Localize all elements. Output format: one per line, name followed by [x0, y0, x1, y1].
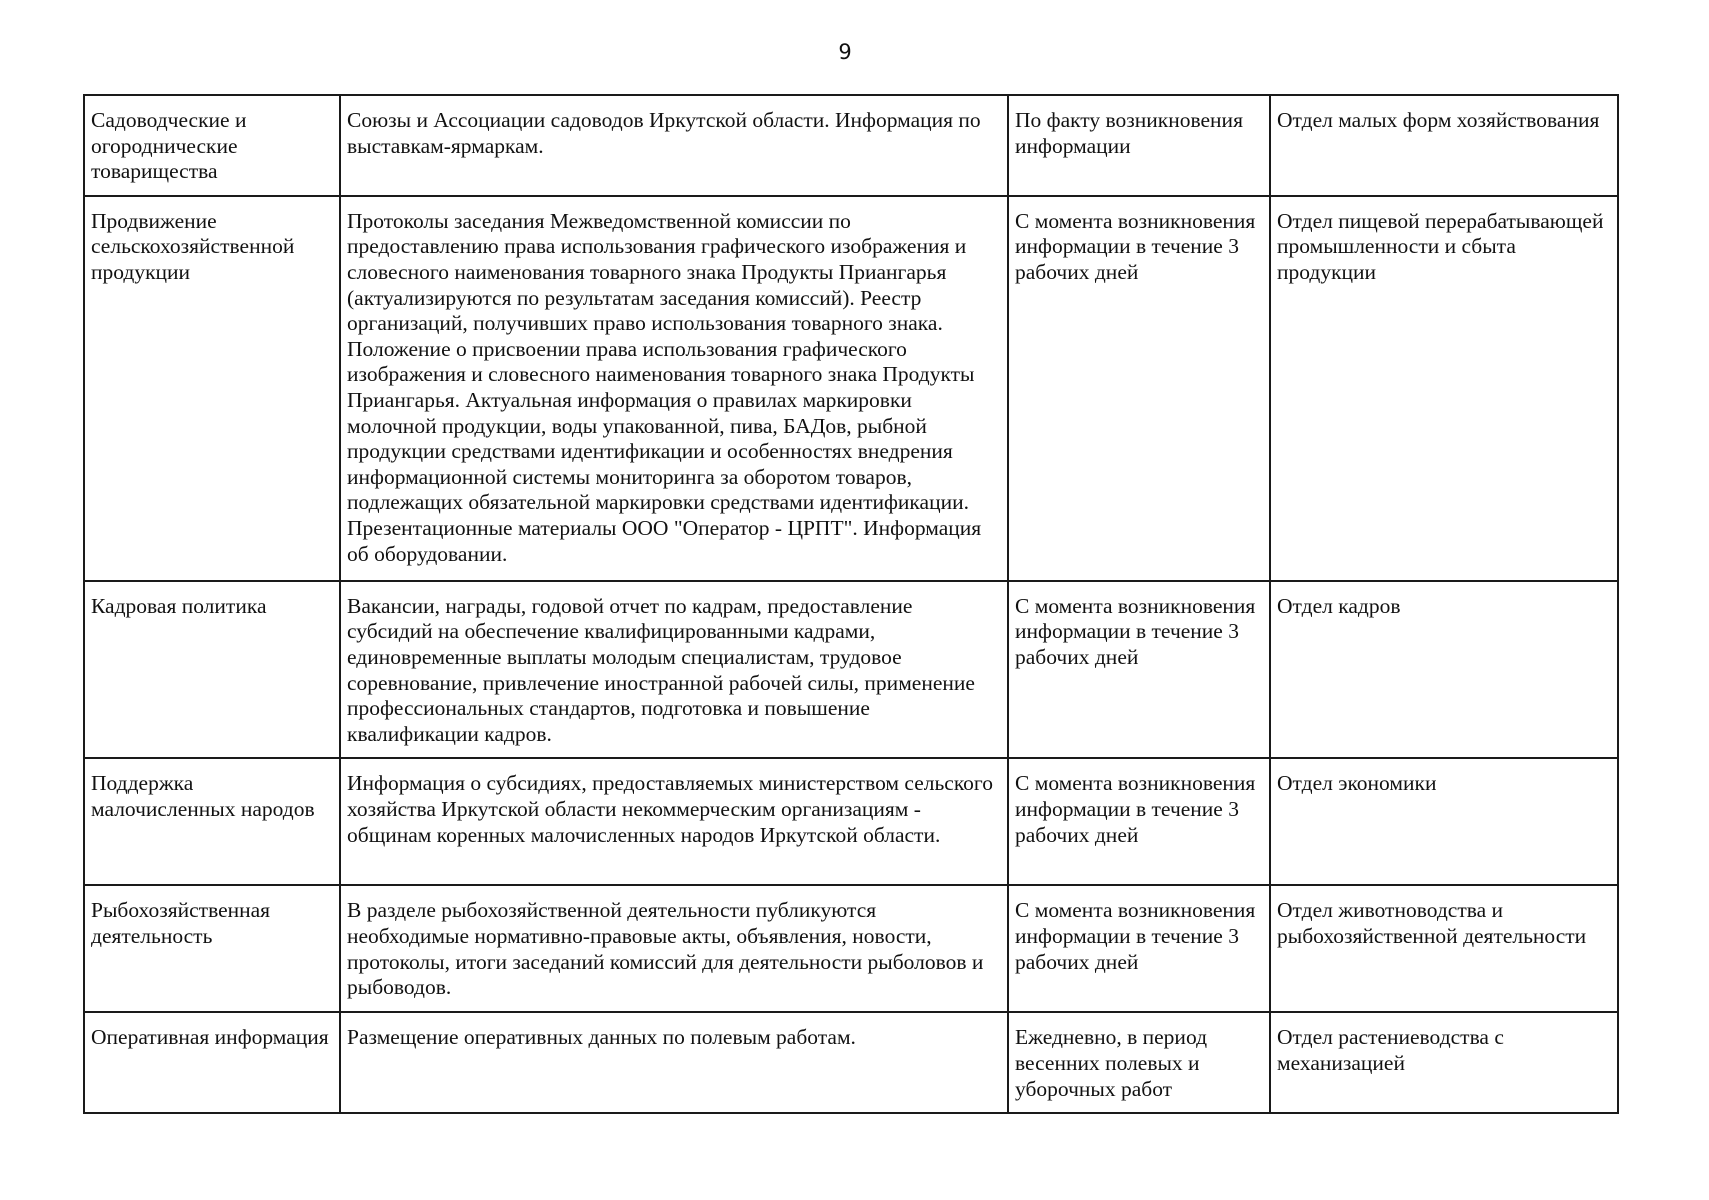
- period-cell: [1008, 1012, 1270, 1113]
- topic-cell: [84, 885, 340, 1012]
- period-text: Ежедневно, в период весенних полевых и уборочных работ: [1015, 1025, 1208, 1101]
- table-row: [84, 581, 1618, 759]
- topic-text: Продвижение сельскохозяйственной продукции: [91, 208, 295, 284]
- content-text: В разделе рыбохозяйственной деятельности публикуются необходимые нормативно-правовые акты, объявления, новости, протоколы, итоги заседаний комиссий для деятельности рыболовов и рыбоводов.: [347, 898, 984, 1000]
- period-text: С момента возникновения информации в течение 3 рабочих дней: [1015, 208, 1256, 284]
- content-cell: [340, 196, 1008, 581]
- department-cell: [1270, 885, 1618, 1012]
- content-text: Протоколы заседания Межведомственной комиссии по предоставлению права использования графического изображения и словесного наименования товарного знака Продукты Приангарья (актуализируются по результатам заседания комиссий). Реестр организаций, получивших право использования товарного знака. Положение о присвоении права использования графического изображения и словесного наименования товарного знака Продукты Приангарья. Актуальная информация о правилах маркировки молочной продукции, воды упакованной, пива, БАДов, рыбной продукции средствами идентификации и особенностях внедрения информационной системы мониторинга за оборотом товаров, подлежащих обязательной маркировки средствами идентификации. Презентационные материалы ООО "Оператор - ЦРПТ". Информация об оборудовании.: [347, 208, 982, 566]
- topic-text: Кадровая политика: [91, 593, 267, 618]
- topic-text: Оперативная информация: [91, 1025, 329, 1050]
- period-cell: [1008, 885, 1270, 1012]
- department-text: Отдел растениеводства с механизацией: [1277, 1025, 1504, 1075]
- department-text: Отдел животноводства и рыбохозяйственной деятельности: [1277, 898, 1587, 948]
- topic-cell: [84, 95, 340, 196]
- content-cell: [340, 1012, 1008, 1113]
- topic-cell: [84, 1012, 340, 1113]
- topic-cell: [84, 581, 340, 759]
- table-row: [84, 758, 1618, 885]
- department-cell: [1270, 581, 1618, 759]
- content-cell: [340, 758, 1008, 885]
- department-text: Отдел малых форм хозяйствования: [1277, 108, 1600, 132]
- table-row: [84, 95, 1618, 196]
- period-text: С момента возникновения информации в течение 3 рабочих дней: [1015, 771, 1256, 847]
- content-text: Размещение оперативных данных по полевым работам.: [347, 1025, 856, 1050]
- table-row: [84, 1012, 1618, 1113]
- table-row: [84, 196, 1618, 581]
- department-cell: [1270, 196, 1618, 581]
- content-text: Информация о субсидиях, предоставляемых министерством сельского хозяйства Иркутской области некоммерческим организациям - общинам коренных малочисленных народов Иркутской области.: [347, 771, 993, 847]
- period-cell: [1008, 758, 1270, 885]
- content-cell: [340, 95, 1008, 196]
- topic-cell: [84, 758, 340, 885]
- topic-cell: [84, 196, 340, 581]
- department-cell: [1270, 1012, 1618, 1113]
- department-cell: [1270, 95, 1618, 196]
- period-text: По факту возникновения информации: [1015, 108, 1243, 158]
- period-cell: [1008, 95, 1270, 196]
- content-text: Вакансии, награды, годовой отчет по кадрам, предоставление субсидий на обеспечение квалифицированными кадрами, единовременные выплаты молодым специалистам, трудовое соревнование, привлечение иностранной рабочей силы, применение профессиональных стандартов, подготовка и повышение квалификации кадров.: [347, 593, 975, 746]
- department-cell: [1270, 758, 1618, 885]
- page-number: 9: [838, 40, 852, 64]
- department-text: Отдел экономики: [1277, 771, 1437, 796]
- content-cell: [340, 581, 1008, 759]
- content-cell: [340, 885, 1008, 1012]
- period-cell: [1008, 581, 1270, 759]
- table-row: [84, 885, 1618, 1012]
- department-text: Отдел пищевой перерабатывающей промышленности и сбыта продукции: [1277, 208, 1604, 284]
- topic-text: Садоводческие и огороднические товарищества: [91, 108, 247, 184]
- department-text: Отдел кадров: [1277, 593, 1401, 618]
- period-text: С момента возникновения информации в течение 3 рабочих дней: [1015, 898, 1256, 974]
- content-text: Союзы и Ассоциации садоводов Иркутской области. Информация по выставкам-ярмаркам.: [347, 108, 981, 158]
- period-text: С момента возникновения информации в течение 3 рабочих дней: [1015, 593, 1256, 669]
- period-cell: [1008, 196, 1270, 581]
- topic-text: Поддержка малочисленных народов: [91, 771, 315, 821]
- topic-text: Рыбохозяйственная деятельность: [91, 898, 271, 948]
- info-table: [83, 94, 1619, 1114]
